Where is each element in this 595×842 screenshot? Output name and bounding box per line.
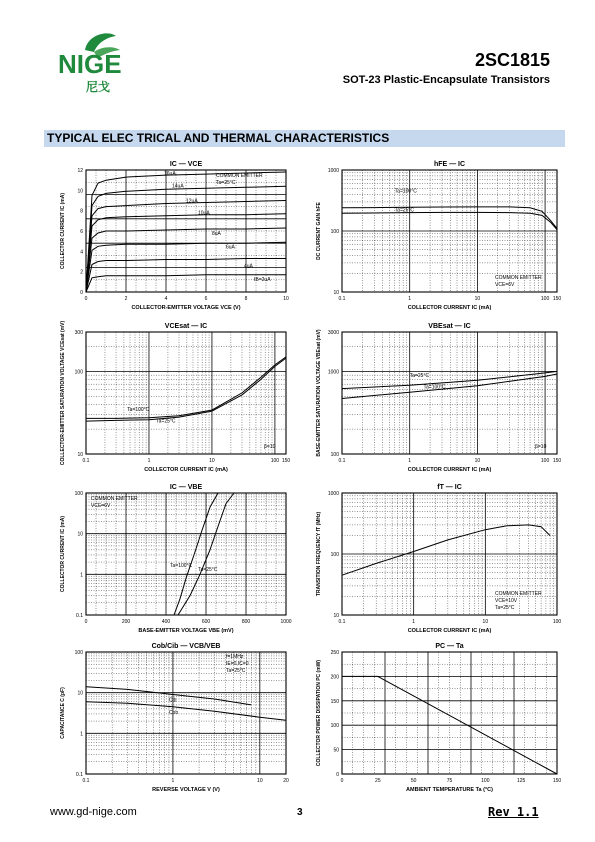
logo-text: NIGE — [58, 49, 122, 79]
y-tick-label: 10 — [333, 613, 339, 619]
chart-svg — [44, 156, 294, 316]
y-tick-label: 150 — [330, 698, 339, 705]
chart-svg — [44, 318, 294, 478]
y-axis-label: CAPACITANCE C (pF) — [60, 687, 66, 739]
annotation-text: VCE=10V — [495, 598, 518, 604]
y-tick-label: 10 — [333, 290, 339, 296]
y-axis-label: DC CURRENT GAIN hFE — [316, 202, 322, 260]
x-tick-label: 50 — [410, 778, 417, 784]
x-axis-label: COLLECTOR CURRENT IC (mA) — [407, 628, 492, 634]
series-label: 12uA — [186, 198, 198, 205]
y-tick-label: 1000 — [327, 491, 339, 497]
x-tick-label: 125 — [516, 778, 526, 784]
y-tick-label: 100 — [330, 452, 339, 458]
series-label: 6uA — [226, 244, 235, 251]
x-tick-label: 100 — [270, 458, 280, 464]
x-tick-label: 10 — [474, 458, 481, 464]
x-axis-label: COLLECTOR CURRENT IC (mA) — [144, 467, 228, 473]
x-tick-label: 1000 — [280, 619, 292, 625]
x-tick-label: 400 — [161, 619, 171, 625]
y-tick-label: 10 — [77, 531, 83, 538]
y-tick-label: 100 — [74, 369, 83, 376]
y-tick-label: 200 — [330, 674, 339, 681]
chart-title: Cob/Cib — VCB/VEB — [151, 643, 221, 650]
series-label: Ta=100°C — [170, 563, 193, 570]
y-tick-label: 10 — [77, 188, 83, 195]
series-label: Ta=100°C — [394, 188, 417, 195]
x-tick-label: 150 — [281, 458, 291, 464]
logo-leaf-icon — [50, 28, 150, 98]
footer-url[interactable]: www.gd-nige.com — [50, 806, 137, 818]
y-axis-label: COLLECTOR CURRENT IC (mA) — [60, 192, 66, 270]
y-axis-label: COLLECTOR CURRENT IC (mA) — [60, 515, 66, 593]
annotation-text: β=10 — [264, 444, 276, 450]
x-tick-label: 10 — [209, 458, 215, 464]
annotation-text: β=10 — [535, 444, 547, 450]
logo-cn-text: 尼戈 — [86, 80, 111, 94]
x-tick-label: 100 — [540, 458, 550, 464]
chart-capacitance — [44, 638, 294, 798]
annotation-text: VCE=6V — [91, 503, 111, 509]
y-tick-label: 1000 — [327, 168, 339, 174]
x-tick-label: 0.1 — [82, 458, 90, 464]
y-tick-label: 6 — [80, 229, 83, 235]
chart-title: IC — VCE — [169, 161, 203, 168]
annotation-text: f=1MHz — [226, 654, 244, 660]
x-tick-label: 600 — [201, 619, 211, 625]
y-tick-label: 3000 — [327, 330, 339, 336]
x-tick-label: 100 — [481, 778, 490, 784]
series-line — [342, 525, 550, 575]
y-tick-label: 1 — [80, 731, 83, 738]
x-tick-label: 0 — [340, 778, 344, 784]
series-label: Cob — [168, 709, 179, 716]
chart-svg — [44, 479, 294, 639]
x-tick-label: 1 — [408, 458, 412, 464]
x-tick-label: 0.1 — [338, 296, 346, 302]
grid — [86, 332, 286, 454]
x-tick-label: 1 — [408, 296, 412, 302]
y-tick-label: 0 — [336, 772, 339, 778]
y-tick-label: 100 — [330, 229, 339, 235]
x-tick-label: 0.1 — [338, 619, 346, 625]
x-tick-label: 20 — [283, 778, 289, 784]
document-subtitle: SOT-23 Plastic-Encapsulate Transistors — [342, 74, 550, 86]
x-tick-label: 10 — [474, 296, 481, 302]
annotation-text: VCE=6V — [495, 282, 515, 288]
chart-title: PC — Ta — [435, 643, 464, 650]
annotation-text: COMMON EMITTER — [216, 173, 263, 179]
chart-ft-ic — [300, 479, 565, 639]
x-tick-label: 150 — [552, 778, 562, 784]
x-tick-label: 10 — [257, 778, 263, 784]
x-tick-label: 150 — [552, 458, 562, 464]
x-tick-label: 8 — [244, 296, 248, 302]
y-axis-label: COLLECTOR-EMITTER SATURATION VOLTAGE VCEsat (mV) — [60, 320, 66, 466]
series-label: 16uA — [164, 171, 176, 178]
x-tick-label: 100 — [540, 296, 550, 302]
annotation-text: COMMON EMITTER — [495, 275, 542, 281]
y-tick-label: 1000 — [327, 369, 339, 376]
y-tick-label: 10 — [77, 452, 83, 458]
chart-ic-vbe — [44, 479, 294, 639]
chart-ic-vce — [44, 156, 294, 316]
y-tick-label: 8 — [80, 208, 83, 215]
part-number: 2SC1815 — [474, 50, 550, 70]
series-label: Ta=25°C — [394, 207, 415, 214]
annotation-text: Ta=25°C — [216, 180, 236, 186]
x-tick-label: 0 — [84, 619, 88, 625]
series-label: Cib — [168, 697, 177, 704]
y-tick-label: 0.1 — [76, 772, 83, 778]
company-logo — [50, 28, 150, 98]
y-tick-label: 4 — [80, 249, 83, 256]
series-label: IB=2uA — [254, 276, 271, 283]
x-tick-label: 0 — [84, 296, 88, 302]
x-axis-label: BASE-EMITTER VOLTAGE VBE (mV) — [138, 628, 234, 634]
x-tick-label: 150 — [552, 296, 562, 302]
y-tick-label: 10 — [77, 690, 83, 697]
series-label: Ta=25°C — [409, 372, 430, 379]
annotation-text: COMMON EMITTER — [495, 591, 542, 597]
chart-svg — [300, 638, 565, 798]
x-tick-label: 1 — [412, 619, 416, 625]
y-tick-label: 12 — [77, 168, 83, 174]
y-axis-label: COLLECTOR POWER DISSIPATION PC (mW) — [316, 659, 322, 767]
chart-title: VBEsat — IC — [428, 323, 471, 330]
series-label: Ta=25°C — [156, 418, 176, 425]
chart-vbesat-ic — [300, 318, 565, 478]
x-tick-label: 1 — [171, 778, 175, 784]
section-title: TYPICAL ELEC TRICAL AND THERMAL CHARACTERISTICS — [44, 130, 565, 147]
chart-svg — [300, 156, 565, 316]
series-label: 4uA — [244, 263, 253, 270]
y-tick-label: 2 — [80, 269, 83, 276]
grid — [342, 170, 557, 292]
x-tick-label: 100 — [552, 619, 562, 625]
y-tick-label: 1 — [80, 572, 83, 579]
annotation-text: Ta=25°C — [226, 668, 246, 674]
series-line — [342, 212, 557, 229]
series-label: 8uA — [212, 231, 221, 238]
chart-title: hFE — IC — [433, 161, 466, 168]
y-tick-label: 100 — [74, 650, 83, 656]
y-tick-label: 50 — [333, 747, 339, 754]
x-tick-label: 0.1 — [338, 458, 346, 464]
x-tick-label: 1 — [147, 458, 151, 464]
y-tick-label: 300 — [74, 330, 83, 336]
y-tick-label: 100 — [330, 552, 339, 558]
x-tick-label: 75 — [446, 778, 453, 784]
x-tick-label: 4 — [164, 296, 168, 302]
series-label: Ta=100°C — [423, 384, 446, 391]
chart-title: IC — VBE — [169, 484, 203, 491]
x-axis-label: COLLECTOR CURRENT IC (mA) — [407, 467, 492, 473]
footer-revision: Rev 1.1 — [488, 805, 539, 819]
chart-svg — [44, 638, 294, 798]
series-label: Ta=25°C — [198, 567, 218, 574]
x-tick-label: 200 — [121, 619, 131, 625]
annotation-text: COMMON EMITTER — [91, 496, 138, 502]
x-axis-label: AMBIENT TEMPERATURE Ta (°C) — [406, 787, 493, 793]
series-label: Ta=100°C — [127, 407, 150, 414]
grid — [86, 652, 286, 774]
y-tick-label: 100 — [74, 491, 83, 497]
y-axis-label: BASE-EMITTER SATURATION VOLTAGE VBEsat (mV) — [316, 329, 322, 457]
y-tick-label: 0.1 — [76, 613, 83, 619]
x-tick-label: 10 — [482, 619, 489, 625]
x-tick-label: 10 — [283, 296, 289, 302]
x-axis-label: COLLECTOR CURRENT IC (mA) — [407, 305, 492, 311]
series-line — [86, 242, 286, 292]
chart-svg — [300, 318, 565, 478]
series-label: 10uA — [198, 210, 210, 217]
y-tick-label: 250 — [330, 650, 339, 656]
x-axis-label: COLLECTOR-EMITTER VOLTAGE VCE (V) — [131, 305, 241, 311]
chart-svg — [300, 479, 565, 639]
annotation-text: Ta=25°C — [495, 605, 515, 611]
x-tick-label: 25 — [375, 778, 381, 784]
y-tick-label: 0 — [80, 290, 83, 296]
chart-hfe-ic — [300, 156, 565, 316]
grid — [86, 493, 286, 615]
y-axis-label: TRANSITION FREQUENCY fT (MHz) — [316, 511, 322, 597]
x-tick-label: 800 — [241, 619, 251, 625]
y-tick-label: 100 — [330, 723, 339, 730]
chart-title: VCEsat — IC — [164, 323, 208, 330]
x-tick-label: 6 — [204, 296, 208, 302]
series-label: 14uA — [172, 183, 184, 190]
chart-pc-ta — [300, 638, 565, 798]
chart-vcesat-ic — [44, 318, 294, 478]
x-tick-label: 0.1 — [82, 778, 90, 784]
chart-title: fT — IC — [437, 484, 462, 491]
footer-page-number: 3 — [297, 807, 303, 818]
grid — [342, 332, 557, 454]
annotation-text: IE=0,IC=0 — [226, 661, 249, 667]
x-axis-label: REVERSE VOLTAGE V (V) — [152, 787, 220, 793]
x-tick-label: 2 — [124, 296, 128, 302]
grid — [342, 652, 557, 774]
